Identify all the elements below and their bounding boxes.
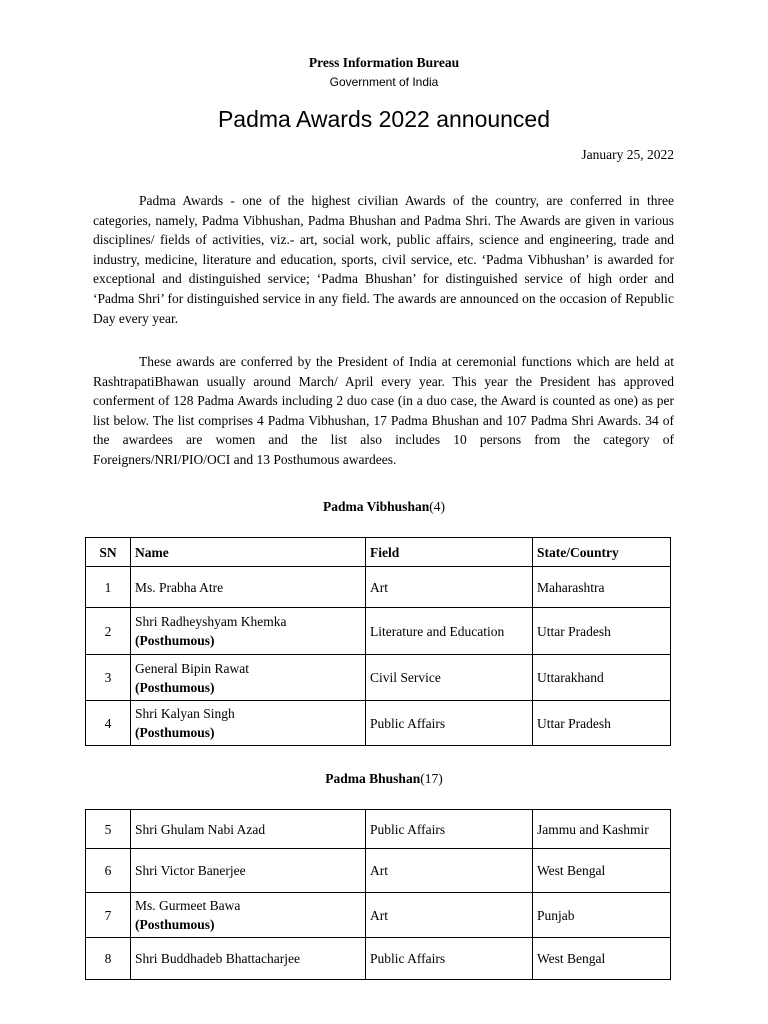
row-field: Art xyxy=(366,849,533,893)
awardee-name: Ms. Prabha Atre xyxy=(135,579,224,595)
table-row xyxy=(86,849,671,893)
row-sn: 4 xyxy=(86,701,131,746)
details-paragraph: These awards are conferred by the President of India at ceremonial functions which are held at RashtrapatiBhawan usually around March/ April every year. This year the President has approved conferment of 128 Padma Awards including 2 duo case (in a duo case, the Award is counted as one) as per list below. The list comprises 4 Padma Vibhushan, 17 Padma Bhushan and 107 Padma Shri Awards. 34 of the awardees are women and the list also includes 10 persons from the category of Foreigners/NRI/PIO/OCI and 13 Posthumous awardees. xyxy=(93,354,674,467)
header-name: Name xyxy=(131,538,366,567)
row-state: Uttar Pradesh xyxy=(533,701,671,746)
row-name xyxy=(131,608,366,655)
header-sn: SN xyxy=(86,538,131,567)
header-state: State/Country xyxy=(533,538,671,567)
row-field: Public Affairs xyxy=(366,701,533,746)
row-field: Literature and Education xyxy=(366,608,533,655)
awardee-name: Ms. Gurmeet Bawa xyxy=(135,898,241,913)
row-state: West Bengal xyxy=(533,849,671,893)
awardee-name: Shri Kalyan Singh xyxy=(135,706,235,721)
bhushan-section-title xyxy=(0,771,768,787)
header-field: Field xyxy=(366,538,533,567)
awardee-name: Shri Buddhadeb Bhattacharjee xyxy=(135,951,300,966)
awardee-name: Shri Ghulam Nabi Azad xyxy=(135,821,266,837)
row-state: Punjab xyxy=(533,893,671,938)
row-name xyxy=(131,810,366,849)
table-header-row xyxy=(86,538,671,567)
awardee-name: General Bipin Rawat xyxy=(135,660,249,676)
vibhushan-title: Padma Vibhushan xyxy=(323,499,430,514)
row-state: Uttar Pradesh xyxy=(533,608,671,655)
row-sn: 5 xyxy=(86,810,131,849)
row-field: Art xyxy=(366,893,533,938)
row-sn: 6 xyxy=(86,849,131,893)
table-row xyxy=(86,938,671,980)
bhushan-title: Padma Bhushan xyxy=(325,771,421,786)
row-state: West Bengal xyxy=(533,938,671,980)
awardee-name: Shri Radheyshyam Khemka xyxy=(135,614,287,629)
release-date: January 25, 2022 xyxy=(581,147,674,162)
awardee-name: Shri Victor Banerjee xyxy=(135,863,246,878)
row-name xyxy=(131,567,366,608)
vibhushan-section-title xyxy=(0,499,768,515)
page-title: Padma Awards 2022 announced xyxy=(217,106,551,132)
intro-paragraph: Padma Awards - one of the highest civilian Awards of the country, are conferred in three categories, namely, Padma Vibhushan, Padma Bhushan and Padma Shri. The Awards are given in various disciplines/ fields of activities, viz.- art, social work, public affairs, science and engineering, trade and industry, medicine, literature and education, sports, civil service, etc. ‘Padma Vibhushan’ is awarded for exceptional and distinguished service; ‘Padma Bhushan’ for distinguished service of high order and ‘Padma Shri’ for distinguished service in any field. The awards are announced on the occasion of Republic Day every year. xyxy=(93,193,674,326)
table-row xyxy=(86,567,671,608)
row-sn: 3 xyxy=(86,655,131,701)
row-name xyxy=(131,655,366,701)
table-row xyxy=(86,608,671,655)
vibhushan-table xyxy=(85,537,671,746)
bureau-name: Press Information Bureau xyxy=(308,55,460,70)
row-sn: 2 xyxy=(86,608,131,655)
bhushan-table xyxy=(85,809,671,980)
row-state: Maharashtra xyxy=(533,567,671,608)
vibhushan-count: (4) xyxy=(429,499,445,514)
row-name xyxy=(131,938,366,980)
row-field: Public Affairs xyxy=(366,938,533,980)
row-sn: 8 xyxy=(86,938,131,980)
government-name: Government of India xyxy=(329,75,439,89)
row-field: Civil Service xyxy=(366,655,533,701)
posthumous-label: (Posthumous) xyxy=(135,917,215,932)
posthumous-label: (Posthumous) xyxy=(135,633,215,648)
row-name xyxy=(131,849,366,893)
row-sn: 7 xyxy=(86,893,131,938)
table-row xyxy=(86,701,671,746)
posthumous-label: (Posthumous) xyxy=(135,679,215,695)
row-field: Art xyxy=(366,567,533,608)
row-name xyxy=(131,701,366,746)
posthumous-label: (Posthumous) xyxy=(135,725,215,740)
table-row xyxy=(86,810,671,849)
bhushan-count: (17) xyxy=(420,771,443,786)
row-sn: 1 xyxy=(86,567,131,608)
row-field: Public Affairs xyxy=(366,810,533,849)
row-name xyxy=(131,893,366,938)
row-state: Jammu and Kashmir xyxy=(533,810,671,849)
row-state: Uttarakhand xyxy=(533,655,671,701)
table-row xyxy=(86,655,671,701)
table-row xyxy=(86,893,671,938)
